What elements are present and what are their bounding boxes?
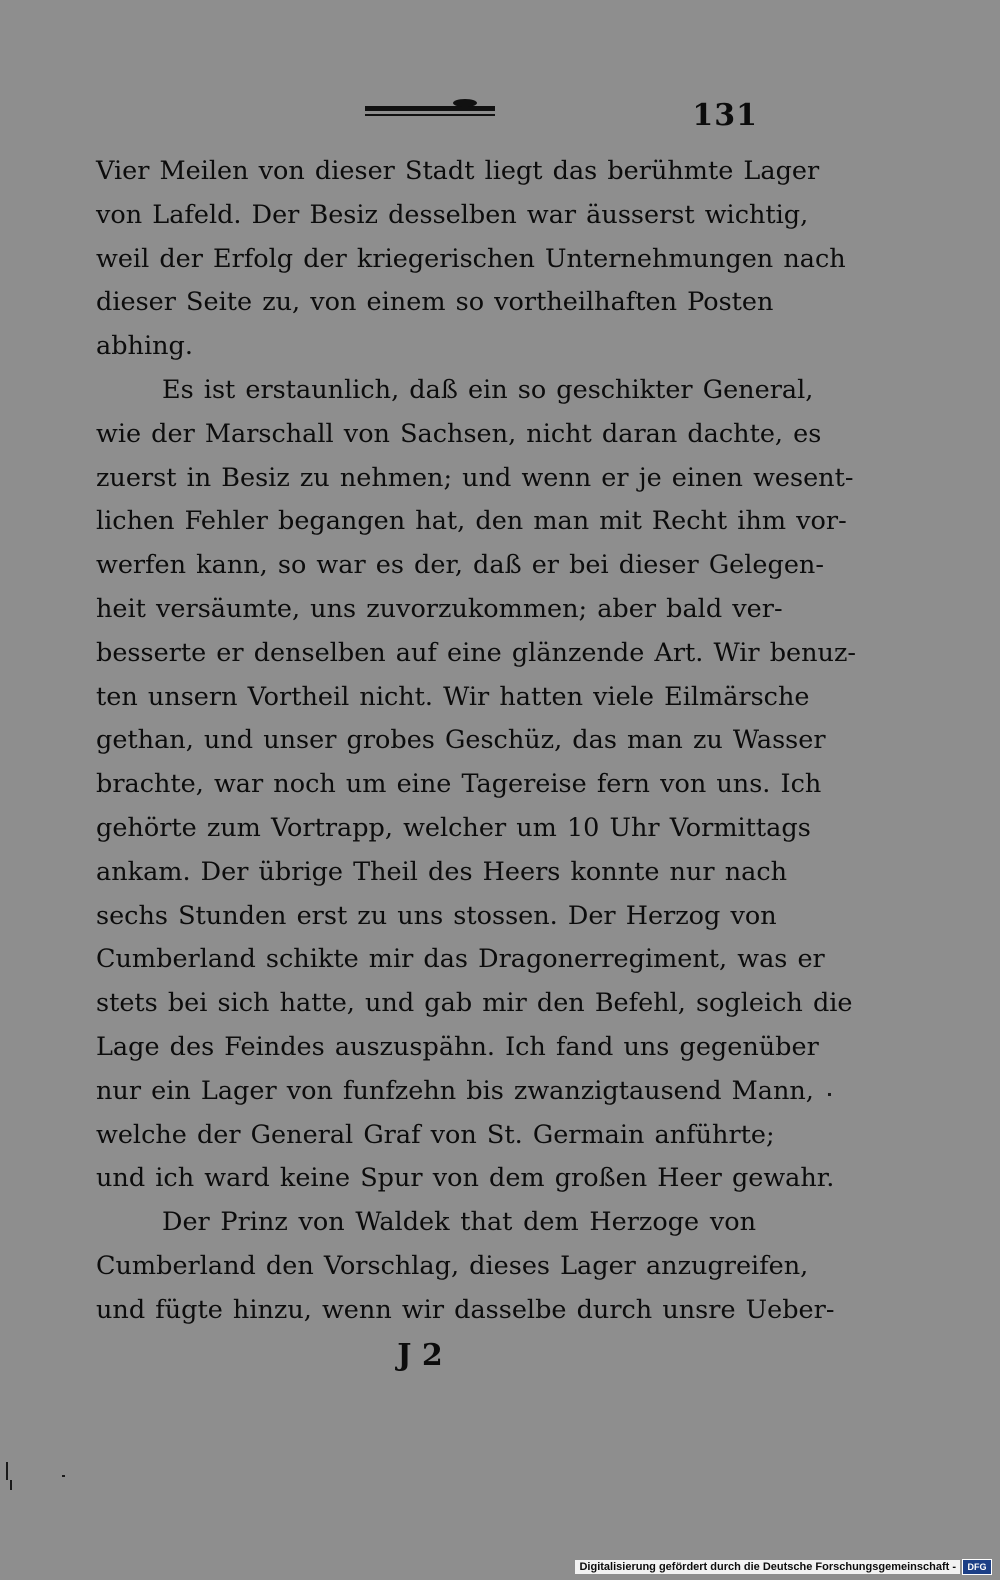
text-line: lichen Fehler begangen hat, den man mit Recht ihm vor- bbox=[96, 506, 847, 537]
text-line: sechs Stunden erst zu uns stossen. Der Herzog von bbox=[96, 900, 777, 931]
header-ornament-rule bbox=[365, 96, 495, 120]
text-line: zuerst in Besiz zu nehmen; und wenn er je einen wesent- bbox=[96, 462, 854, 493]
text-line: wie der Marschall von Sachsen, nicht daran dachte, es bbox=[96, 418, 822, 449]
text-line: und ich ward keine Spur von dem großen Heer gewahr. bbox=[96, 1163, 835, 1194]
margin-mark bbox=[62, 1475, 65, 1477]
text-line: ten unsern Vortheil nicht. Wir hatten viele Eilmärsche bbox=[96, 681, 810, 712]
text-line: werfen kann, so war es der, daß er bei dieser Gelegen- bbox=[96, 550, 824, 581]
body-text bbox=[96, 150, 857, 1333]
text-line: Cumberland den Vorschlag, dieses Lager anzugreifen, bbox=[96, 1250, 809, 1281]
text-line: welche der General Graf von St. Germain anführte; bbox=[96, 1119, 775, 1150]
dfg-logo: DFG bbox=[962, 1559, 992, 1575]
page-number: 131 bbox=[692, 98, 758, 133]
text-line: heit versäumte, uns zuvorzukommen; aber bald ver- bbox=[96, 593, 783, 624]
text-line: brachte, war noch um eine Tagereise fern von uns. Ich bbox=[96, 769, 822, 800]
text-line: Lage des Feindes auszuspähn. Ich fand uns gegenüber bbox=[96, 1031, 819, 1062]
text-line: gethan, und unser grobes Geschüz, das man zu Wasser bbox=[96, 725, 826, 756]
text-line: Es ist erstaunlich, daß ein so geschikter General, bbox=[162, 374, 814, 405]
margin-mark bbox=[6, 1462, 8, 1480]
text-line: besserte er denselben auf eine glänzende Art. Wir benuz- bbox=[96, 637, 857, 668]
text-line: gehörte zum Vortrapp, welcher um 10 Uhr Vormittags bbox=[96, 812, 811, 843]
text-line: Vier Meilen von dieser Stadt liegt das berühmte Lager bbox=[96, 156, 820, 186]
text-line: nur ein Lager von funfzehn bis zwanzigtausend Mann, bbox=[96, 1075, 814, 1106]
text-line: ankam. Der übrige Theil des Heers konnte nur nach bbox=[96, 856, 788, 887]
text-line: und fügte hinzu, wenn wir dasselbe durch unsre Ueber- bbox=[96, 1294, 835, 1325]
text-line: Cumberland schikte mir das Dragonerregiment, was er bbox=[96, 944, 825, 975]
text-line: abhing. bbox=[96, 331, 193, 362]
margin-mark bbox=[828, 1093, 831, 1096]
text-line: dieser Seite zu, von einem so vortheilhaften Posten bbox=[96, 287, 774, 318]
text-line: stets bei sich hatte, und gab mir den Befehl, sogleich die bbox=[96, 988, 853, 1019]
text-line: weil der Erfolg der kriegerischen Unternehmungen nach bbox=[96, 243, 846, 274]
text-line: von Lafeld. Der Besiz desselben war äusserst wichtig, bbox=[96, 199, 809, 230]
signature-mark: J 2 bbox=[397, 1338, 443, 1373]
digitization-credit: Digitalisierung gefördert durch die Deutsche Forschungsgemeinschaft - bbox=[575, 1560, 960, 1574]
margin-mark bbox=[10, 1480, 12, 1490]
text-line: Der Prinz von Waldek that dem Herzoge von bbox=[162, 1207, 756, 1238]
